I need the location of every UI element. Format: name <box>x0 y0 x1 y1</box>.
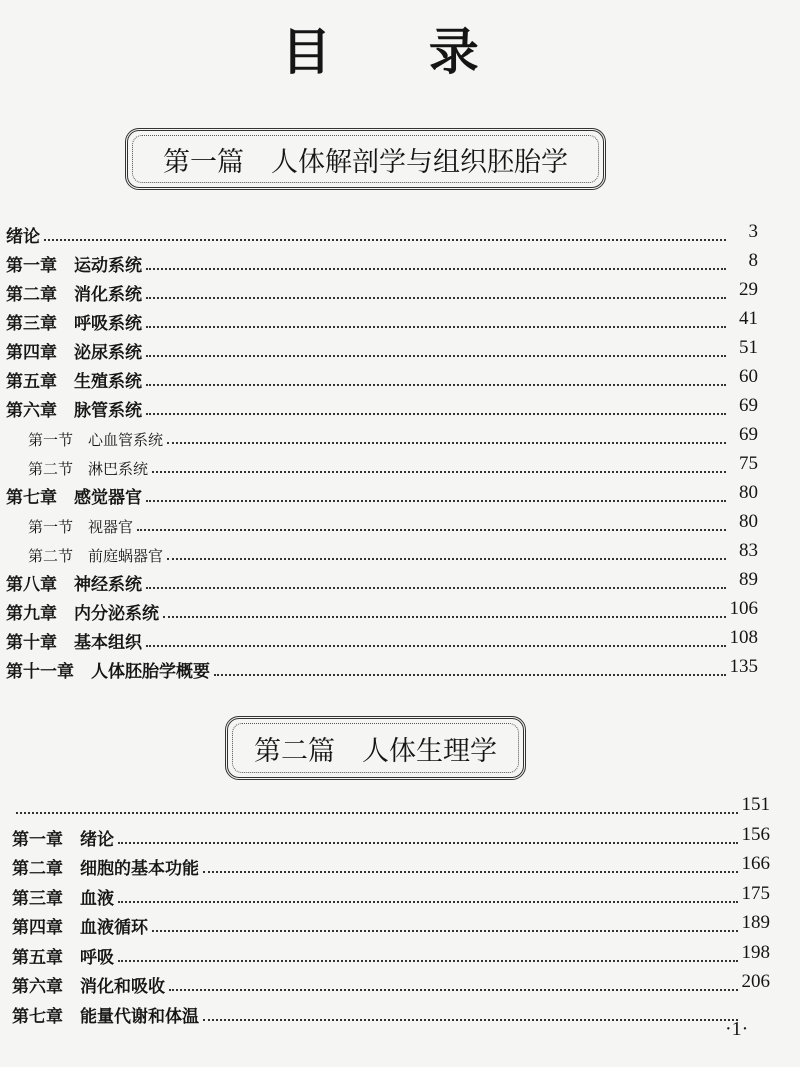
toc-entry[interactable] <box>6 571 758 595</box>
entry-page: 8 <box>748 250 758 271</box>
entry-page: 151 <box>741 794 770 815</box>
toc-entry[interactable] <box>28 455 758 479</box>
entry-label: 第四章 血液循环 <box>12 918 148 938</box>
toc-entry[interactable] <box>6 368 758 392</box>
leader-dots <box>118 901 738 903</box>
toc-entry[interactable] <box>12 823 770 850</box>
entry-page: 156 <box>741 823 770 845</box>
entry-page: 69 <box>739 424 758 445</box>
entry-page: 175 <box>741 882 770 904</box>
toc-entry[interactable] <box>6 658 758 682</box>
entry-page: 198 <box>741 941 770 963</box>
leader-dots <box>146 355 726 357</box>
entry-label: 第五章 呼吸 <box>12 947 114 968</box>
entry-label: 第六章 脉管系统 <box>6 401 142 421</box>
entry-page: 60 <box>739 366 758 387</box>
leader-dots <box>203 1019 738 1021</box>
entry-page: 83 <box>739 540 758 561</box>
entry-page: 69 <box>739 395 758 416</box>
leader-dots <box>146 413 726 415</box>
entry-label: 第二章 细胞的基本功能 <box>12 859 199 879</box>
entry-page: 189 <box>741 912 770 933</box>
toc-entry[interactable] <box>6 281 758 305</box>
entry-label: 第一章 运动系统 <box>6 256 142 276</box>
toc-entry[interactable] <box>12 973 770 997</box>
toc-entry[interactable] <box>6 252 758 276</box>
entry-label: 第二节 前庭蜗器官 <box>28 547 164 565</box>
entry-label: 第十章 基本组织 <box>6 633 142 653</box>
leader-dots <box>146 384 726 386</box>
part1-title: 第一篇 人体解剖学与组织胚胎学 <box>163 146 568 178</box>
toc-entry[interactable] <box>6 397 758 421</box>
entry-label: 第七章 感觉器官 <box>6 488 142 508</box>
page-number: ·1· <box>725 1018 749 1040</box>
toc-entry[interactable] <box>6 310 758 334</box>
toc-entry[interactable] <box>6 223 758 247</box>
entry-label: 第九章 内分泌系统 <box>6 604 159 624</box>
toc-entry[interactable] <box>28 542 758 566</box>
leader-dots <box>146 500 726 502</box>
entry-label: 第一章 绪论 <box>12 829 114 850</box>
entry-page: 51 <box>739 337 758 358</box>
toc-entry[interactable] <box>6 600 758 624</box>
toc-entry[interactable] <box>12 914 770 938</box>
leader-dots <box>203 871 738 873</box>
entry-label: 第二章 消化系统 <box>6 285 142 305</box>
entry-label: 第二节 淋巴系统 <box>28 460 149 478</box>
entry-label: 绪论 <box>6 227 40 247</box>
entry-label: 第六章 消化和吸收 <box>12 977 165 997</box>
entry-page: 80 <box>739 511 758 532</box>
entry-label: 第三章 呼吸系统 <box>6 314 142 334</box>
page-title: 目 录 <box>281 22 519 81</box>
toc-entry[interactable] <box>12 1003 770 1027</box>
leader-dots <box>118 960 738 962</box>
entry-label: 第三章 血液 <box>12 888 114 909</box>
entry-page: 41 <box>739 308 758 329</box>
leader-dots <box>169 989 738 991</box>
leader-dots <box>146 645 726 647</box>
entry-label: 第四章 泌尿系统 <box>6 343 142 363</box>
entry-page: 29 <box>739 279 758 300</box>
leader-dots <box>146 297 726 299</box>
entry-page: 206 <box>741 971 770 992</box>
leader-dots <box>214 674 726 676</box>
leader-dots <box>152 930 738 932</box>
part2-title: 第二篇 人体生理学 <box>254 735 497 767</box>
leader-dots <box>146 268 726 270</box>
entry-label: 第一节 视器官 <box>28 518 134 536</box>
toc-entry[interactable] <box>6 629 758 653</box>
toc-entry[interactable] <box>28 513 758 537</box>
entry-page: 106 <box>729 598 758 619</box>
toc-entry[interactable] <box>12 882 770 909</box>
entry-label: 第五章 生殖系统 <box>6 372 142 392</box>
entry-label: 第一节 心血管系统 <box>28 431 164 449</box>
toc-entry[interactable] <box>12 796 770 820</box>
leader-dots <box>146 587 726 589</box>
leader-dots <box>137 529 726 531</box>
leader-dots <box>16 812 738 814</box>
toc-entry[interactable] <box>6 484 758 508</box>
leader-dots <box>118 842 738 844</box>
leader-dots <box>167 442 726 444</box>
leader-dots <box>167 558 726 560</box>
entry-page: 80 <box>739 482 758 503</box>
entry-page: 108 <box>729 627 758 648</box>
entry-page: 3 <box>748 221 758 242</box>
entry-label: 第十一章 人体胚胎学概要 <box>6 662 210 682</box>
leader-dots <box>44 239 726 241</box>
part1-banner <box>125 128 606 190</box>
entry-label: 第八章 神经系统 <box>6 575 142 595</box>
entry-page: 166 <box>741 853 770 874</box>
toc-entry[interactable] <box>28 426 758 450</box>
entry-label: 第七章 能量代谢和体温 <box>12 1006 199 1027</box>
leader-dots <box>163 616 726 618</box>
entry-page: 75 <box>739 453 758 474</box>
part2-banner <box>225 716 526 780</box>
entry-page: 89 <box>739 569 758 590</box>
toc-entry[interactable] <box>12 855 770 879</box>
toc-entry[interactable] <box>12 941 770 968</box>
leader-dots <box>146 326 726 328</box>
leader-dots <box>152 471 726 473</box>
toc-entry[interactable] <box>6 339 758 363</box>
entry-page: 135 <box>729 656 758 677</box>
